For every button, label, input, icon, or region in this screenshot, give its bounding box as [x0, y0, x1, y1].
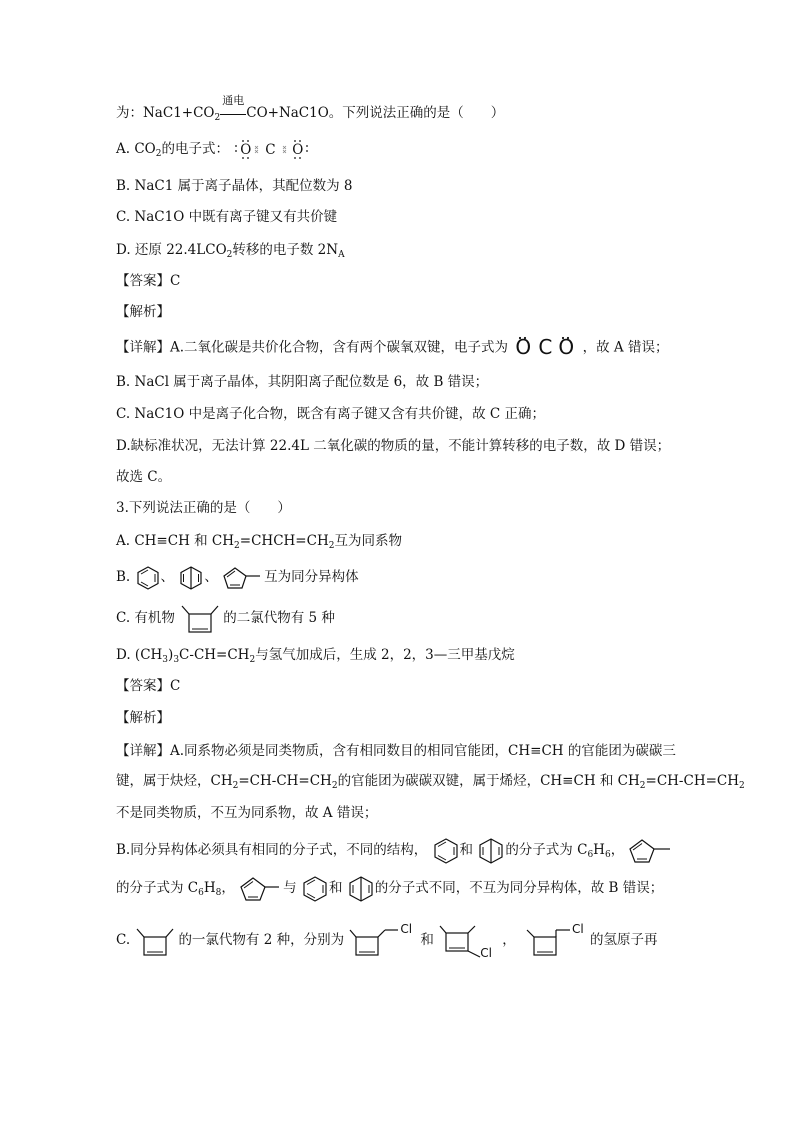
q2-conclusion: 故选 C。 [116, 469, 172, 485]
q3-answer: 【答案】C [116, 678, 181, 694]
q3-detail-b-line2: 的分子式为 $C_6H_8$， 与 和 的分子式不同，不互为同分异构体，故 B 错误； [116, 873, 663, 903]
chloro-isomer-2: Cl [438, 921, 502, 961]
q3-detail-a-line3: 不是同类物质，不互为同系物，故 A 错误； [116, 805, 378, 821]
q3-detail-a-line2: 键，属于炔烃，$CH_2=CH-CH=CH_2$的官能团为碳碳双键，属于烯烃，CH≡CH 和 $CH_2=CH-CH=CH_2$ [116, 773, 745, 791]
q3-detail-b-line1: B.同分异构体必须具有相同的分子式，不同的结构， 和 的分子式为 $C_6H_6$， [116, 835, 674, 865]
q3-option-b: B. 、 、 互为同分异构体 [116, 563, 359, 591]
dimethylcyclobutene-structure [179, 604, 223, 634]
reaction-arrow: 通电 [220, 103, 246, 123]
dewar-benzene-structure [178, 565, 204, 591]
q3-option-a: A. CH≡CH 和 $CH_2=CHCH=CH_2$互为同系物 [116, 533, 402, 551]
dewar-benzene-structure [347, 875, 375, 903]
q2-option-b: B. NaC1 属于离子晶体，其配位数为 8 [116, 178, 353, 194]
electron-formula-small: O C O [233, 140, 311, 160]
dimethylcyclobutene-structure [134, 925, 178, 957]
q3-stem: 3.下列说法正确的是（ ） [116, 500, 291, 516]
q3-detail-c: C. 的一氯代物有 2 种，分别为 Cl 和 Cl ， Cl 的氢原子再 [116, 921, 658, 960]
q2-detail-c: C. NaC1O 中是离子化合物，既含有离子键又含有共价键，故 C 正确； [116, 406, 545, 422]
q2-stem: 为：$NaC1+CO_2$ 通电 CO+NaC1O。下列说法正确的是（ ） [116, 94, 505, 123]
q2-option-c: C. NaC1O 中既有离子键又有共价键 [116, 209, 338, 225]
q2-analysis-label: 【解析】 [116, 304, 170, 320]
q3-option-d: D. $(CH_3)_3C-CH=CH_2$与氢气加成后，生成 2，2，3—三甲基戊烷 [116, 647, 515, 665]
q2-option-d: D. 还原 $22.4LCO_2$转移的电子数 $2N_A$ [116, 242, 345, 260]
co2-electron-formula: O C O [515, 335, 575, 359]
benzene-structure [135, 565, 161, 591]
benzene-structure [432, 837, 460, 865]
dewar-benzene-structure [477, 837, 505, 865]
methylcyclopentadiene-structure [222, 565, 264, 591]
chloro-isomer-1: Cl [348, 921, 420, 961]
methylcyclopentadiene-structure [239, 875, 283, 903]
q2-detail-d: D.缺标准状况，无法计算 22.4L 二氧化碳的物质的量，不能计算转移的电子数，故 D 错误； [116, 438, 671, 454]
q2-detail-a: 【详解】A.二氧化碳是共价化合物，含有两个碳氧双键，电子式为 O C O ，故 A 错误； [116, 335, 669, 359]
q3-detail-a-line1: 【详解】A.同系物必须是同类物质，含有相同数目的相同官能团，CH≡CH 的官能团为碳碳三 [116, 743, 676, 759]
q3-option-c: C. 有机物 的二氯代物有 5 种 [116, 603, 335, 633]
benzene-structure [301, 875, 329, 903]
methylcyclopentadiene-structure [628, 837, 674, 865]
q3-analysis-label: 【解析】 [116, 710, 170, 726]
q2-answer: 【答案】C [116, 273, 181, 289]
chloro-isomer-3: Cl [520, 921, 590, 961]
q2-option-a: A. $CO_2$的电子式： O C O [116, 139, 311, 164]
q2-detail-b: B. NaCl 属于离子晶体，其阴阳离子配位数是 6，故 B 错误； [116, 374, 489, 390]
